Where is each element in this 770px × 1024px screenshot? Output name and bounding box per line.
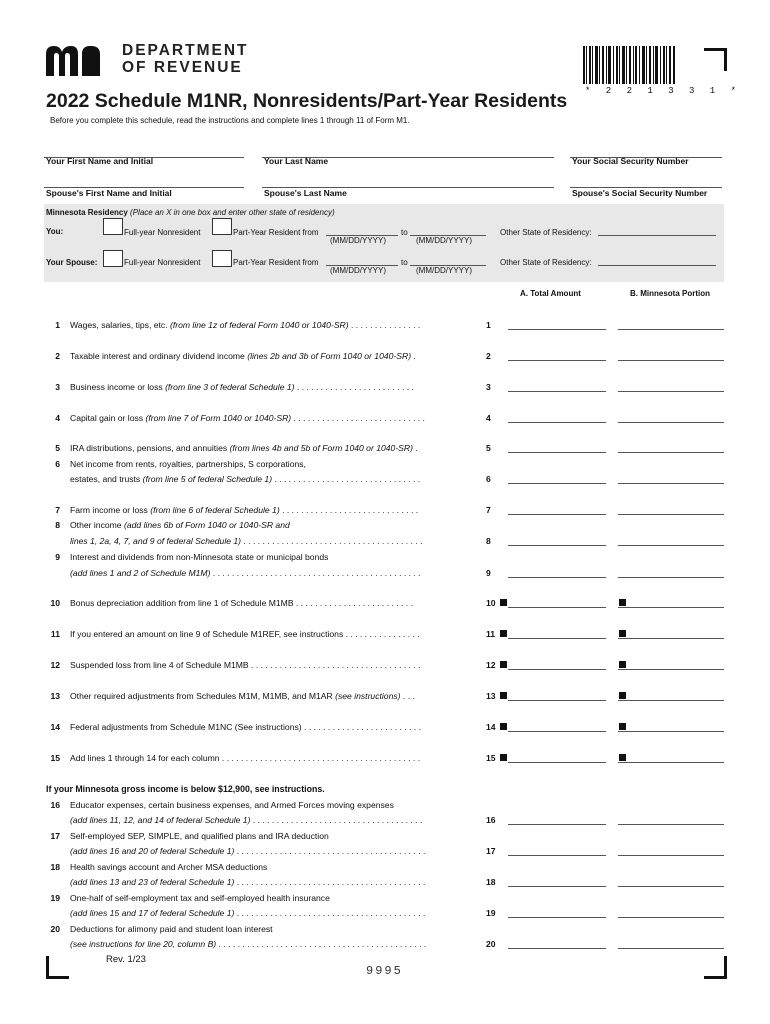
line-text: IRA distributions, pensions, and annuities: [70, 443, 230, 453]
line-description: [70, 815, 422, 826]
marker-square-a: [500, 692, 507, 699]
line-ref-13: 13: [486, 691, 496, 701]
line-description: [70, 351, 416, 362]
marker-square-a: [500, 599, 507, 606]
line-instruction: (add lines 11, 12, and 14 of federal Schedule 1): [70, 815, 251, 825]
line-text: Other income: [70, 520, 124, 530]
mn-logo-icon: [46, 44, 114, 76]
dot-leader: . . . . . . . . . . . . . . . . . . . . . . . . .: [301, 722, 422, 732]
line-description: [70, 893, 330, 904]
line-description: [70, 924, 273, 935]
line-7-column-b-field[interactable]: [618, 514, 724, 515]
corner-mark-bottom-left: [46, 956, 69, 979]
line-description: [70, 753, 420, 764]
line-text: Educator expenses, certain business expenses, and Armed Forces moving expenses: [70, 800, 394, 810]
column-a-header: A. Total Amount: [520, 289, 581, 298]
line-9-column-a-field[interactable]: [508, 577, 606, 578]
line-text: Self-employed SEP, SIMPLE, and qualified plans and IRA deduction: [70, 831, 329, 841]
line-1-column-a-field[interactable]: [508, 329, 606, 330]
line-ref-2: 2: [486, 351, 491, 361]
line-description: [70, 536, 423, 547]
spouse-full-year-label: Full-year Nonresident: [124, 258, 201, 267]
line-instruction: (see instructions): [335, 691, 401, 701]
dot-leader: . . . . . . . . . . . . . . . . . . . . . . . . . . . . . . . . . . . . . . . .: [234, 846, 426, 856]
line-6-column-a-field[interactable]: [508, 483, 606, 484]
line-text: Capital gain or loss: [70, 413, 146, 423]
line-9-column-b-field[interactable]: [618, 577, 724, 578]
spouse-other-state-field[interactable]: [598, 265, 716, 266]
line-description: [70, 722, 421, 733]
line-description: [70, 413, 425, 424]
line-number: 14: [50, 722, 60, 732]
line-20-column-a-field[interactable]: [508, 948, 606, 949]
dot-leader: . . . . . . . . . . . . . . . .: [343, 629, 420, 639]
line-text: Bonus depreciation addition from line 1 of Schedule M1MB: [70, 598, 294, 608]
line-number: 2: [55, 351, 60, 361]
line-1-column-b-field[interactable]: [618, 329, 724, 330]
line-text: Other required adjustments from Schedules M1M, M1MB, and M1AR: [70, 691, 336, 701]
marker-square-b: [619, 723, 626, 730]
line-description: [70, 831, 329, 842]
line-14-column-a-field[interactable]: [508, 731, 606, 732]
line-ref-17: 17: [486, 846, 496, 856]
page-title: 2022 Schedule M1NR, Nonresidents/Part-Year Residents: [46, 90, 568, 112]
line-ref-6: 6: [486, 474, 491, 484]
line-20-column-b-field[interactable]: [618, 948, 724, 949]
line-5-column-b-field[interactable]: [618, 452, 724, 453]
line-number: 10: [50, 598, 60, 608]
line-description: [70, 660, 421, 671]
line-instruction: (add lines 16 and 20 of federal Schedule 1): [70, 846, 235, 856]
you-part-year-checkbox[interactable]: [212, 218, 232, 235]
line-instruction: (from line 5 of federal Schedule 1): [142, 474, 273, 484]
you-from-date-format: (MM/DD/YYYY): [330, 236, 386, 245]
line-description: [70, 505, 418, 516]
line-text: Suspended loss from line 4 of Schedule M1MB: [70, 660, 249, 670]
dot-leader: . . . . . . . . . . . . . . . . . . . . . . . . . . . . . . . . . . . . . .: [241, 536, 423, 546]
line-ref-1: 1: [486, 320, 491, 330]
line-description: [70, 691, 415, 702]
line-text: estates, and trusts: [70, 474, 143, 484]
page-subtitle: Before you complete this schedule, read the instructions and complete lines 1 through 11 of Form M1.: [50, 116, 410, 125]
line-7-column-a-field[interactable]: [508, 514, 606, 515]
line-description: [70, 939, 426, 950]
you-full-year-label: Full-year Nonresident: [124, 228, 201, 237]
marker-square-b: [619, 692, 626, 699]
line-description: [70, 629, 420, 640]
line-16-column-b-field[interactable]: [618, 824, 724, 825]
marker-square-a: [500, 661, 507, 668]
line-11-column-a-field[interactable]: [508, 638, 606, 639]
last-name-label: Your Last Name: [264, 156, 329, 166]
line-instruction: lines 1, 2a, 4, 7, and 9 of federal Schedule 1): [70, 536, 242, 546]
dot-leader: . . . . . . . . . . . . . . . . . . . . . . . . . . . . . . . . . . . . . . . . . . . .: [210, 568, 421, 578]
line-instruction: (from line 6 of federal Schedule 1): [150, 505, 280, 515]
residency-heading-row: [46, 208, 335, 217]
you-label: You:: [46, 227, 64, 236]
line-text: One-half of self-employment tax and self-employed health insurance: [70, 893, 330, 903]
line-10-column-b-field[interactable]: [618, 607, 724, 608]
line-13-column-b-field[interactable]: [618, 700, 724, 701]
dot-leader: . . . . . . . . . . . . . . . . . . . . . . . . .: [294, 382, 414, 392]
line-ref-12: 12: [486, 660, 496, 670]
line-description: [70, 800, 394, 811]
line-instruction: (add lines 13 and 23 of federal Schedule 1): [70, 877, 235, 887]
dot-leader: . . . . . . . . . . . . . . . . . . . . . . . . . . . . . . . . . . . .: [250, 815, 423, 825]
line-text: Business income or loss: [70, 382, 166, 392]
line-14-column-b-field[interactable]: [618, 731, 724, 732]
spouse-from-date-format: (MM/DD/YYYY): [330, 266, 386, 275]
line-15-column-a-field[interactable]: [508, 762, 606, 763]
line-19-column-b-field[interactable]: [618, 917, 724, 918]
line-description: [70, 598, 413, 609]
marker-square-b: [619, 630, 626, 637]
line-text: Farm income or loss: [70, 505, 151, 515]
spouse-ssn-label: Spouse's Social Security Number: [572, 188, 708, 198]
line-instruction: (from line 3 of federal Schedule 1): [165, 382, 295, 392]
line-12-column-a-field[interactable]: [508, 669, 606, 670]
line-instruction: (lines 2b and 3b of Form 1040 or 1040-SR): [247, 351, 412, 361]
line-instruction: (add lines 6b of Form 1040 or 1040-SR and: [123, 520, 290, 530]
line-number: 4: [55, 413, 60, 423]
line-13-column-a-field[interactable]: [508, 700, 606, 701]
spouse-to-label: to: [401, 258, 408, 267]
marker-square-b: [619, 754, 626, 761]
dot-leader: . . . . . . . . . . . . . . . . . . . . . . . . .: [293, 598, 413, 608]
dot-leader: . . . . . . . . . . . . . . . . . . . . . . . . . . . . . . . . . . . . . . . . . . . .: [216, 939, 427, 949]
dept-line-1: DEPARTMENT: [122, 42, 249, 59]
line-number: 19: [50, 893, 60, 903]
line-number: 12: [50, 660, 60, 670]
revision-label: Rev. 1/23: [106, 954, 146, 965]
spouse-to-date-format: (MM/DD/YYYY): [416, 266, 472, 275]
marker-square-a: [500, 723, 507, 730]
line-number: 17: [50, 831, 60, 841]
dot-leader: . . . . . . . . . . . . . . . . . . . . . . . . . . . . . . . . . . . . . . . . . .: [219, 753, 421, 763]
first-name-label: Your First Name and Initial: [46, 156, 154, 166]
you-part-year-label: Part-Year Resident from: [233, 228, 319, 237]
line-18-column-b-field[interactable]: [618, 886, 724, 887]
line-4-column-a-field[interactable]: [508, 422, 606, 423]
line-ref-9: 9: [486, 568, 491, 578]
line-ref-4: 4: [486, 413, 491, 423]
line-description: [70, 520, 290, 531]
dot-leader: .: [413, 443, 418, 453]
line-ref-3: 3: [486, 382, 491, 392]
department-name: [122, 42, 249, 76]
line-number: 20: [50, 924, 60, 934]
spouse-part-year-checkbox[interactable]: [212, 250, 232, 267]
barcode-number: * 2 2 1 3 3 1 *: [585, 86, 742, 96]
line-instruction: (add lines 1 and 2 of Schedule M1M): [70, 568, 211, 578]
line-text: Add lines 1 through 14 for each column: [70, 753, 220, 763]
line-11-column-b-field[interactable]: [618, 638, 724, 639]
line-description: [70, 552, 328, 563]
dot-leader: .: [411, 351, 416, 361]
line-ref-20: 20: [486, 939, 496, 949]
line-ref-14: 14: [486, 722, 496, 732]
you-full-year-checkbox[interactable]: [103, 218, 123, 235]
line-description: [70, 382, 414, 393]
residency-heading: Minnesota Residency: [46, 208, 128, 217]
barcode-icon: [583, 46, 675, 84]
line-text: Deductions for alimony paid and student loan interest: [70, 924, 273, 934]
spouse-label: Your Spouse:: [46, 258, 98, 267]
line-number: 9: [55, 552, 60, 562]
line-number: 16: [50, 800, 60, 810]
line-ref-7: 7: [486, 505, 491, 515]
dot-leader: . . .: [400, 691, 415, 701]
ssn-label: Your Social Security Number: [572, 156, 689, 166]
line-18-column-a-field[interactable]: [508, 886, 606, 887]
corner-mark-bottom-right: [704, 956, 727, 979]
line-17-column-b-field[interactable]: [618, 855, 724, 856]
line-15-column-b-field[interactable]: [618, 762, 724, 763]
line-text: Health savings account and Archer MSA deductions: [70, 862, 268, 872]
line-text: Interest and dividends from non-Minnesota state or municipal bonds: [70, 552, 329, 562]
line-text: Net income from rents, royalties, partnerships, S corporations,: [70, 459, 306, 469]
line-ref-8: 8: [486, 536, 491, 546]
section-heading: If your Minnesota gross income is below $12,900, see instructions.: [46, 784, 325, 794]
line-description: [70, 862, 267, 873]
form-code: 9995: [366, 964, 403, 978]
line-description: [70, 320, 420, 331]
line-3-column-b-field[interactable]: [618, 391, 724, 392]
line-text: Wages, salaries, tips, etc.: [70, 320, 170, 330]
line-ref-16: 16: [486, 815, 496, 825]
line-text: Taxable interest and ordinary dividend income: [70, 351, 248, 361]
corner-mark-top-right: [704, 48, 727, 71]
line-number: 6: [55, 459, 60, 469]
line-description: [70, 459, 306, 470]
line-2-column-a-field[interactable]: [508, 360, 606, 361]
spouse-first-name-label: Spouse's First Name and Initial: [46, 188, 172, 198]
dot-leader: . . . . . . . . . . . . . . .: [348, 320, 421, 330]
dot-leader: . . . . . . . . . . . . . . . . . . . . . . . . . . . . . . . . . . . . . . . .: [234, 877, 426, 887]
line-19-column-a-field[interactable]: [508, 917, 606, 918]
marker-square-a: [500, 754, 507, 761]
line-description: [70, 474, 420, 485]
you-other-state-field[interactable]: [598, 235, 716, 236]
dot-leader: . . . . . . . . . . . . . . . . . . . . . . . . . . . . . . .: [272, 474, 421, 484]
line-2-column-b-field[interactable]: [618, 360, 724, 361]
line-instruction: (from line 1z of federal Form 1040 or 1040-SR): [169, 320, 349, 330]
line-16-column-a-field[interactable]: [508, 824, 606, 825]
dept-line-2: OF REVENUE: [122, 59, 243, 76]
line-17-column-a-field[interactable]: [508, 855, 606, 856]
dot-leader: . . . . . . . . . . . . . . . . . . . . . . . . . . . . .: [279, 505, 419, 515]
line-description: [70, 846, 425, 857]
line-description: [70, 877, 425, 888]
line-number: 18: [50, 862, 60, 872]
line-number: 11: [50, 629, 60, 639]
residency-instruction: (Place an X in one box and enter other state of residency): [130, 208, 335, 217]
dot-leader: . . . . . . . . . . . . . . . . . . . . . . . . . . . .: [291, 413, 425, 423]
line-number: 7: [55, 505, 60, 515]
line-8-column-b-field[interactable]: [618, 545, 724, 546]
line-6-column-b-field[interactable]: [618, 483, 724, 484]
spouse-last-name-label: Spouse's Last Name: [264, 188, 347, 198]
line-instruction: (from line 7 of Form 1040 or 1040-SR): [145, 413, 292, 423]
line-number: 15: [50, 753, 60, 763]
line-description: [70, 568, 421, 579]
spouse-other-state-label: Other State of Residency:: [500, 258, 592, 267]
line-number: 3: [55, 382, 60, 392]
column-b-header: B. Minnesota Portion: [630, 289, 710, 298]
line-description: [70, 908, 425, 919]
line-10-column-a-field[interactable]: [508, 607, 606, 608]
line-instruction: (see instructions for line 20, column B): [70, 939, 217, 949]
line-instruction: (from lines 4b and 5b of Form 1040 or 1040-SR): [229, 443, 413, 453]
marker-square-b: [619, 661, 626, 668]
dot-leader: . . . . . . . . . . . . . . . . . . . . . . . . . . . . . . . . . . . .: [248, 660, 421, 670]
line-3-column-a-field[interactable]: [508, 391, 606, 392]
line-number: 5: [55, 443, 60, 453]
line-4-column-b-field[interactable]: [618, 422, 724, 423]
line-ref-5: 5: [486, 443, 491, 453]
line-12-column-b-field[interactable]: [618, 669, 724, 670]
marker-square-a: [500, 630, 507, 637]
line-ref-19: 19: [486, 908, 496, 918]
line-ref-18: 18: [486, 877, 496, 887]
line-description: [70, 443, 418, 454]
line-text: If you entered an amount on line 9 of Schedule M1REF, see instructions: [70, 629, 344, 639]
you-to-date-format: (MM/DD/YYYY): [416, 236, 472, 245]
spouse-full-year-checkbox[interactable]: [103, 250, 123, 267]
line-number: 13: [50, 691, 60, 701]
spouse-part-year-label: Part-Year Resident from: [233, 258, 319, 267]
line-number: 8: [55, 520, 60, 530]
you-to-label: to: [401, 228, 408, 237]
marker-square-b: [619, 599, 626, 606]
you-other-state-label: Other State of Residency:: [500, 228, 592, 237]
line-number: 1: [55, 320, 60, 330]
line-ref-11: 11: [486, 629, 496, 639]
line-instruction: (add lines 15 and 17 of federal Schedule 1): [70, 908, 235, 918]
line-5-column-a-field[interactable]: [508, 452, 606, 453]
line-text: Federal adjustments from Schedule M1NC (See instructions): [70, 722, 302, 732]
line-ref-10: 10: [486, 598, 496, 608]
line-8-column-a-field[interactable]: [508, 545, 606, 546]
dot-leader: . . . . . . . . . . . . . . . . . . . . . . . . . . . . . . . . . . . . . . . .: [234, 908, 426, 918]
line-ref-15: 15: [486, 753, 496, 763]
